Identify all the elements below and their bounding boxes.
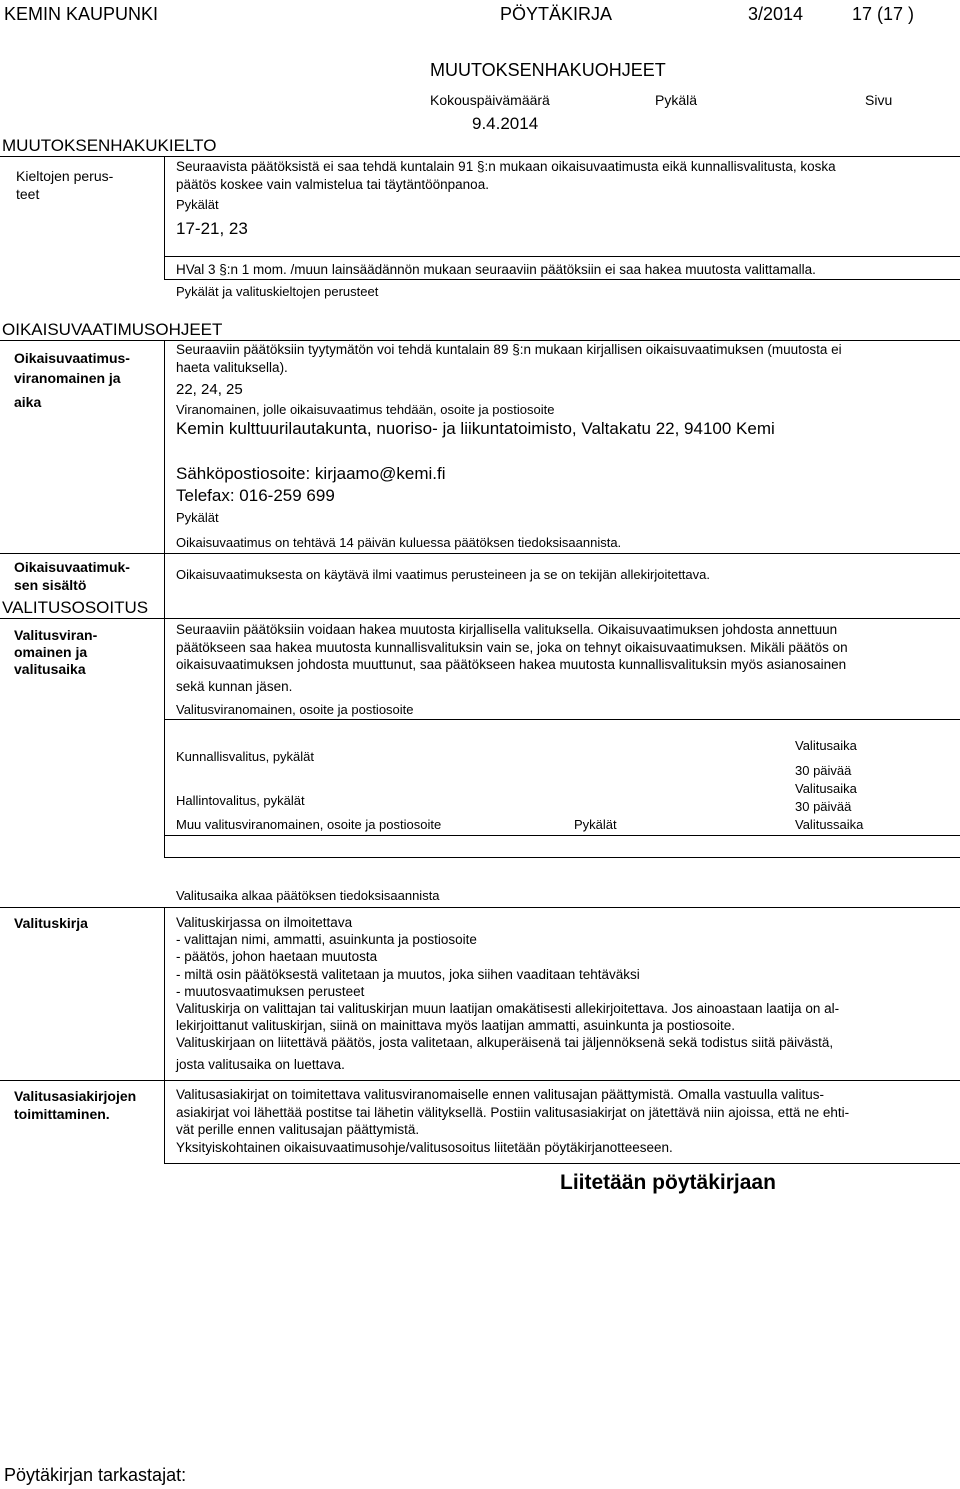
appeal-label: Valitusviran- omainen ja valitusaika — [14, 627, 98, 677]
divider — [164, 156, 165, 279]
attachment-note: Liitetään pöytäkirjaan — [560, 1171, 776, 1194]
appeal-letter-text: Valituskirjassa on ilmoitettava - valittajan nimi, ammatti, asuinkunta ja postiosoite - päätös, johon haetaan muutosta - miltä osin päätöksestä valitetaan ja muutos, joka siihen vaaditaan tehtäväksi - muutosvaatimuksen perusteet Valituskirja on valittajan tai valituskirjan muun laatijan omakätisesti allekirjoitettava. Jos ainoastaan laatija on al- lekirjoittanut valituskirjan, siinä on mainittava myös laatijan ammatti, asuinkunta ja postiosoite. Valituskirjaan on liitettävä päätös, josta valitetaan, alkuperäisenä tai jäljennöksenä sekä todistus siitä päivästä, josta valitusaika on luettava. — [176, 915, 840, 1072]
divider — [0, 156, 960, 157]
correction-deadline: Oikaisuvaatimus on tehtävä 14 päivän kuluessa päätöksen tiedoksisaannista. — [176, 535, 622, 550]
correction-label: Oikaisuvaatimus- viranomainen ja aika — [14, 350, 130, 410]
sections-label: Pykälät — [574, 817, 617, 832]
prohibition-label: Kieltojen perus- teet — [16, 168, 114, 202]
instructions-title: MUUTOKSENHAKUOHJEET — [430, 60, 666, 80]
page-number: 17 (17 ) — [852, 4, 915, 24]
correction-sections: 22, 24, 25 — [176, 381, 243, 398]
email[interactable]: Sähköpostiosoite: kirjaamo@kemi.fi — [176, 464, 446, 483]
meeting-date: 9.4.2014 — [472, 114, 539, 133]
other-authority: Muu valitusviranomainen, osoite ja postiosoite — [176, 817, 442, 832]
divider — [164, 279, 960, 280]
divider — [164, 857, 960, 858]
divider — [0, 618, 960, 619]
appeal-period-value: 30 päivää — [795, 763, 852, 778]
col-page: Sivu — [865, 92, 893, 108]
appeal-period-label: Valitusaika — [795, 738, 857, 753]
correction-heading: OIKAISUVAATIMUSOHJEET — [2, 320, 223, 339]
prohibition-heading: MUUTOKSENHAKUKIELTO — [2, 136, 217, 155]
sections-label: Pykälät — [176, 197, 219, 212]
divider — [164, 256, 960, 257]
appeal-period-label: Valitusaika — [795, 781, 857, 796]
documents-label: Valitusasiakirjojen toimittaminen. — [14, 1088, 137, 1122]
reviewers-label: Pöytäkirjan tarkastajat: — [4, 1465, 187, 1485]
hval-text: HVal 3 §:n 1 mom. /muun lainsäädännön mukaan seuraaviin päätöksiin ei saa hakea muutosta valittamalla. — [176, 262, 816, 277]
sections-grounds: Pykälät ja valituskieltojen perusteet — [176, 284, 379, 299]
divider — [164, 719, 960, 720]
correction-content-label: Oikaisuvaatimuk- sen sisältö — [14, 559, 130, 593]
appeal-period-label: Valitussaika — [795, 817, 864, 832]
documents-text: Valitusasiakirjat on toimitettava valitusviranomaiselle ennen valitusajan päättymistä. Omalla vastuulla valitus- asiakirjat voi lähettää postitse tai lähetin välityksellä. Postiin valitusasiakirjat on jätettävä niin ajoissa, että ne ehti- vät perille ennen valitusajan päättymistä. Yksityiskohtainen oikaisuvaatimusohje/valitusosoitus liitetään pöytäkirjanotteeseen. — [176, 1087, 850, 1155]
divider — [0, 1080, 960, 1081]
appeal-period-start: Valitusaika alkaa päätöksen tiedoksisaannista — [176, 888, 440, 903]
telefax: Telefax: 016-259 699 — [176, 486, 335, 505]
administrative-appeal: Hallintovalitus, pykälät — [176, 793, 305, 808]
divider — [0, 907, 960, 908]
municipal-appeal: Kunnallisvalitus, pykälät — [176, 749, 315, 764]
col-meeting-date: Kokouspäivämäärä — [430, 92, 550, 108]
doc-type: PÖYTÄKIRJA — [500, 4, 613, 24]
appeal-heading: VALITUSOSOITUS — [2, 598, 149, 617]
authority-label: Viranomainen, jolle oikaisuvaatimus tehdään, osoite ja postiosoite — [176, 402, 555, 417]
sections-label: Pykälät — [176, 510, 219, 525]
appeal-period-value: 30 päivää — [795, 799, 852, 814]
divider — [164, 835, 960, 836]
divider — [0, 553, 960, 554]
appeal-letter-label: Valituskirja — [14, 915, 88, 931]
prohibition-text: Seuraavista päätöksistä ei saa tehdä kuntalain 91 §:n mukaan oikaisuvaatimusta eikä kunnallisvalitusta, koska päätös koskee vain valmistelua tai täytäntöönpanoa. — [176, 159, 836, 192]
doc-number: 3/2014 — [748, 4, 804, 24]
org-name: KEMIN KAUPUNKI — [4, 4, 159, 24]
prohibited-sections: 17-21, 23 — [176, 219, 248, 238]
divider — [164, 1163, 960, 1164]
appeal-authority-label: Valitusviranomainen, osoite ja postiosoite — [176, 702, 414, 717]
correction-text: Seuraaviin päätöksiin tyytymätön voi tehdä kuntalain 89 §:n mukaan kirjallisen oikaisuvaatimuksen (muutosta ei haeta valituksella). — [176, 342, 842, 375]
divider — [164, 907, 165, 1164]
correction-authority: Kemin kulttuurilautakunta, nuoriso- ja liikuntatoimisto, Valtakatu 22, 94100 Kemi — [176, 419, 775, 438]
col-section: Pykälä — [655, 92, 698, 108]
divider — [164, 340, 165, 858]
appeal-text: Seuraaviin päätöksiin voidaan hakea muutosta kirjallisella valituksella. Oikaisuvaatimuksen johdosta annettuun päätökseen saa hakea muutosta kunnallisvalituksin vain se, joka on tehnyt oikaisuvaatimuksen. Mikäli päätös on oikaisuvaatimuksen johdosta muuttunut, saa päätökseen hakea muutosta kunnallisvalituksin myös asianosainen sekä kunnan jäsen. — [176, 622, 848, 694]
correction-content-text: Oikaisuvaatimuksesta on käytävä ilmi vaatimus perusteineen ja se on tekijän allekirjoitettava. — [176, 567, 710, 582]
